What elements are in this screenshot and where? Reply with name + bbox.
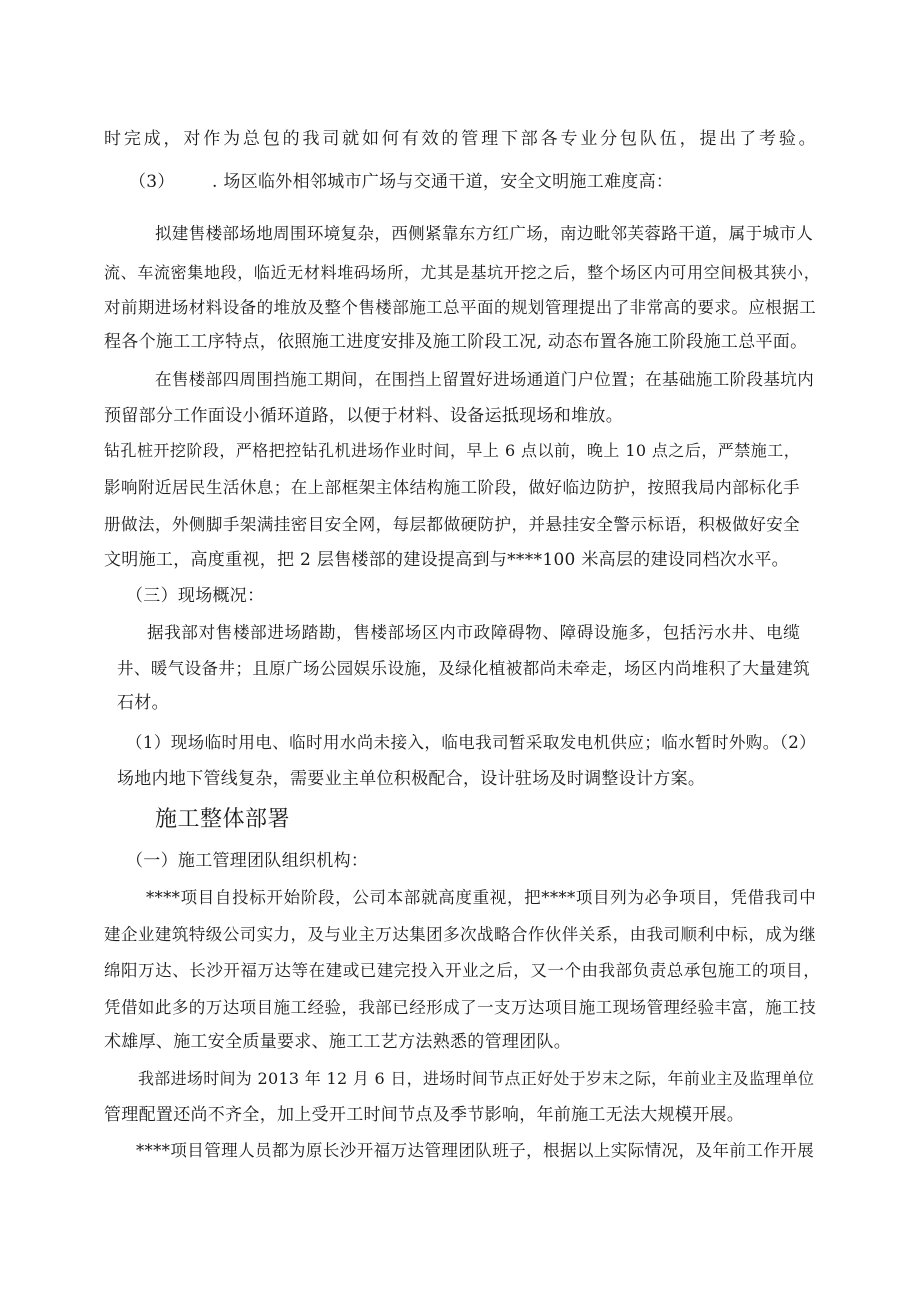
paragraph-line: 术雄厚、施工安全质量要求、施工工艺方法熟悉的管理团队。 [104,1032,572,1052]
paragraph-line: 井、暖气设备井；且原广场公园娱乐设施，及绿化植被都尚未牵走，场区内尚堆积了大量建筑 [117,659,810,678]
paragraph-line: 场地内地下管线复杂，需要业主单位积极配合，设计驻场及时调整设计方案。 [117,769,706,789]
paragraph-line: ****项目自投标开始阶段，公司本部就高度重视，把****项目列为必争项目，凭借我司中 [146,888,816,907]
paragraph-line: ****项目管理人员都为原长沙开福万达管理团队班子，根据以上实际情况，及年前工作开展 [136,1141,814,1160]
paragraph-line: 流、车流密集地段，临近无材料堆码场所，尤其是基坑开挖之后，整个场区内可用空间极其狭小， [104,263,820,282]
list-marker: （3） [129,172,175,192]
paragraph-line: 程各个施工工序特点，依照施工进度安排及施工阶段工况, 动态布置各施工阶段施工总平面。 [104,332,808,352]
paragraph-line: 凭借如此多的万达项目施工经验，我部已经形成了一支万达项目施工现场管理经验丰富，施工技 [104,998,816,1017]
paragraph-line: 时完成，对作为总包的我司就如何有效的管理下部各专业分包队伍，提出了考验。 [104,129,816,149]
paragraph-line: 册做法，外侧脚手架满挂密目安全网，每层都做硬防护，并悬挂安全警示标语，积极做好安全 [104,515,800,534]
section-heading: 施工整体部署 [155,807,291,832]
paragraph-line: 文明施工，高度重视，把 2 层售楼部的建设提高到与****100 米高层的建设同档次水平。 [104,550,789,570]
paragraph-line: 在售楼部四周围挡施工期间，在围挡上留置好进场通道门户位置；在基础施工阶段基坑内 [155,370,814,389]
paragraph-line: 绵阳万达、长沙开福万达等在建或已建完投入开业之后，又一个由我部负责总承包施工的项目， [104,961,820,980]
paragraph-line: 管理配置还尚不齐全，加上受开工时间节点及季节影响，年前施工无法大规模开展。 [104,1105,745,1125]
paragraph-line: 据我部对售楼部进场踏勘，售楼部场区内市政障碍物、障碍设施多，包括污水井、电缆 [147,623,800,642]
paragraph-line: 对前期进场材料设备的堆放及整个售楼部施工总平面的规划管理提出了非常高的要求。应根据工 [104,298,816,317]
paragraph-line: 建企业建筑特级公司实力，及与业主万达集团多次战略合作伙伴关系，由我司顺利中标，成为继 [104,925,816,944]
paragraph-line: 预留部分工作面设小循环道路，以便于材料、设备运抵现场和堆放。 [104,406,623,426]
paragraph-line: 我部进场时间为 2013 年 12 月 6 日，进场时间节点正好处于岁末之际，年前业主及监理单位 [138,1069,815,1088]
paragraph-line: （1）现场临时用电、临时用水尚未接入，临电我司暂采取发电机供应；临水暂时外购。（2） [126,733,816,752]
subsection-title: . 场区临外相邻城市广场与交通干道，安全文明施工难度高： [212,172,674,192]
paragraph-line: 石材。 [117,693,169,713]
paragraph-line: 钻孔桩开挖阶段，严格把控钻孔机进场作业时间，早上 6 点以前，晚上 10 点之后，严禁施工， [104,441,800,460]
subsection-title: （三）现场概况： [126,586,265,606]
subsection-title: （一）施工管理团队组织机构： [126,851,369,871]
paragraph-line: 拟建售楼部场地周围环境复杂，西侧紧靠东方红广场，南边毗邻芙蓉路干道，属于城市人 [155,224,813,243]
paragraph-line: 影响附近居民生活休息；在上部框架主体结构施工阶段，做好临边防护，按照我局内部标化手 [104,478,800,497]
